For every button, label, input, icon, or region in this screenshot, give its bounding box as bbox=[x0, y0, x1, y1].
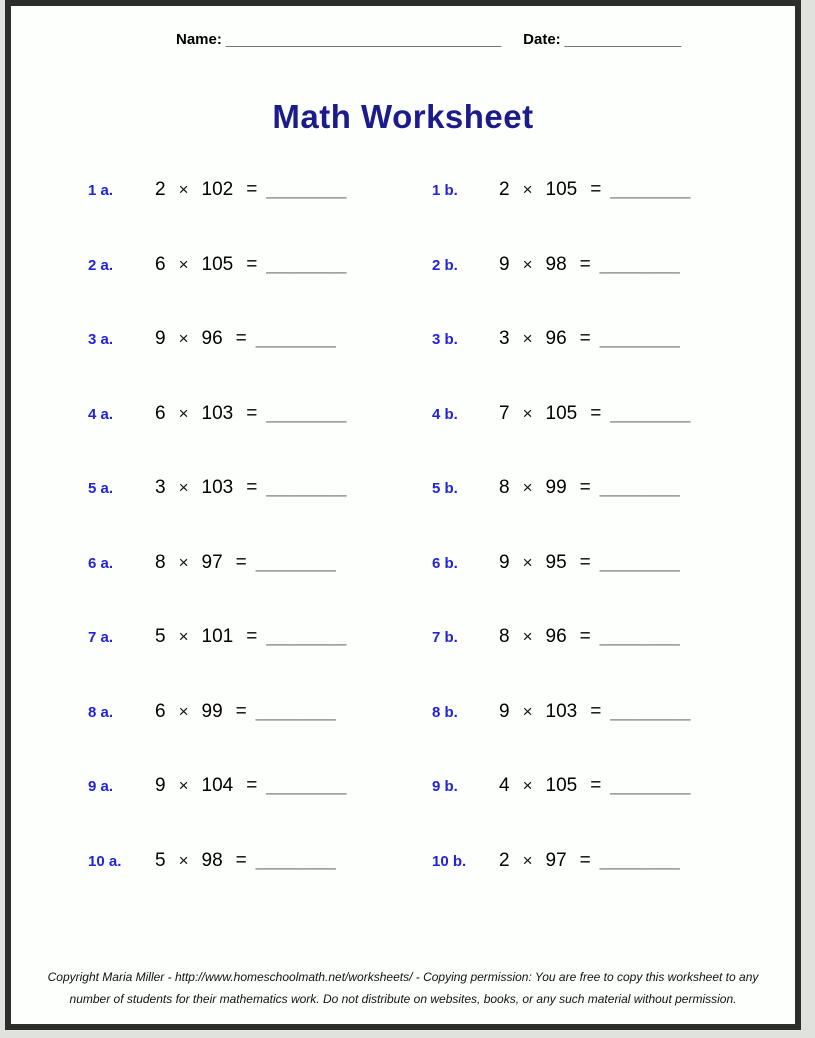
problem-number-label: 3 b. bbox=[432, 331, 458, 348]
problem-number-label: 7 a. bbox=[88, 629, 114, 646]
problem-number-label: 1 b. bbox=[432, 182, 458, 199]
equation bbox=[155, 254, 346, 276]
multiplicand: 9 bbox=[155, 328, 166, 349]
equals-sign: = bbox=[590, 700, 602, 722]
multiplicand: 4 bbox=[499, 775, 510, 796]
answer-blank: ________ bbox=[266, 626, 347, 646]
multiplier: 103 bbox=[201, 477, 234, 498]
problem-number-label: 6 a. bbox=[88, 554, 114, 572]
problem-row bbox=[11, 254, 795, 286]
multiplier: 97 bbox=[545, 849, 567, 871]
problem-a bbox=[88, 403, 346, 425]
multiplier: 105 bbox=[545, 179, 578, 200]
answer-blank: ________ bbox=[610, 402, 691, 423]
multiply-icon: × bbox=[522, 552, 533, 572]
multiplicand: 9 bbox=[155, 775, 166, 796]
multiplier: 104 bbox=[201, 775, 234, 796]
problem-number-label: 1 a. bbox=[88, 182, 114, 199]
multiply-icon: × bbox=[178, 627, 189, 646]
problem-number-label: 9 b. bbox=[432, 778, 458, 795]
problem-a bbox=[88, 179, 346, 201]
problem-row bbox=[11, 775, 795, 807]
multiplicand: 9 bbox=[499, 551, 510, 573]
multiply-icon: × bbox=[522, 701, 533, 721]
multiplier: 96 bbox=[545, 626, 567, 647]
problem-b bbox=[432, 328, 680, 350]
answer-blank: ________ bbox=[255, 328, 336, 348]
equals-sign: = bbox=[590, 402, 602, 424]
multiplicand: 5 bbox=[155, 849, 166, 871]
answer-blank: ________ bbox=[266, 179, 347, 199]
worksheet-page bbox=[5, 0, 801, 1030]
multiplier: 103 bbox=[545, 700, 578, 722]
problem-a bbox=[88, 850, 336, 872]
multiply-icon: × bbox=[522, 329, 533, 348]
equation bbox=[155, 403, 346, 425]
problem-b bbox=[432, 477, 680, 499]
multiplicand: 7 bbox=[499, 402, 510, 424]
multiplicand: 3 bbox=[499, 328, 510, 349]
multiply-icon: × bbox=[178, 850, 189, 870]
answer-blank: ________ bbox=[610, 775, 691, 795]
problem-number-label: 10 a. bbox=[88, 852, 122, 870]
equation bbox=[499, 775, 690, 797]
problem-a bbox=[88, 477, 346, 499]
problem-number-label: 5 a. bbox=[88, 480, 114, 497]
multiplicand: 9 bbox=[499, 700, 510, 722]
answer-blank: ________ bbox=[266, 477, 347, 497]
name-label: Name: bbox=[176, 31, 222, 48]
problem-number-label: 3 a. bbox=[88, 331, 114, 348]
multiply-icon: × bbox=[178, 478, 189, 497]
problem-a bbox=[88, 701, 336, 723]
equation bbox=[155, 477, 346, 499]
problem-number-label: 10 b. bbox=[432, 852, 467, 870]
equation bbox=[155, 701, 336, 723]
equals-sign: = bbox=[590, 775, 602, 796]
equation bbox=[499, 254, 680, 276]
name-blank-line: _________________________________ bbox=[225, 31, 502, 48]
multiply-icon: × bbox=[178, 180, 189, 199]
answer-blank: ________ bbox=[599, 477, 680, 497]
answer-blank: ________ bbox=[255, 849, 336, 870]
answer-blank: ________ bbox=[255, 551, 336, 572]
multiply-icon: × bbox=[522, 850, 533, 870]
multiplier: 101 bbox=[201, 626, 234, 647]
problem-b bbox=[432, 701, 690, 723]
answer-blank: ________ bbox=[266, 402, 347, 423]
problem-row bbox=[11, 552, 795, 584]
equals-sign: = bbox=[579, 551, 591, 573]
multiplier: 102 bbox=[201, 179, 234, 200]
equation bbox=[155, 850, 336, 872]
multiplicand: 2 bbox=[499, 849, 510, 871]
multiplier: 96 bbox=[545, 328, 567, 349]
multiply-icon: × bbox=[178, 701, 189, 721]
equals-sign: = bbox=[579, 328, 591, 349]
problem-a bbox=[88, 775, 346, 797]
equals-sign: = bbox=[579, 849, 591, 871]
multiplier: 105 bbox=[201, 253, 234, 275]
problem-b bbox=[432, 403, 690, 425]
answer-blank: ________ bbox=[599, 849, 680, 870]
multiply-icon: × bbox=[522, 180, 533, 199]
multiplicand: 3 bbox=[155, 477, 166, 498]
problem-b bbox=[432, 254, 680, 276]
equation bbox=[499, 626, 680, 648]
multiplicand: 6 bbox=[155, 402, 166, 424]
multiplicand: 8 bbox=[499, 477, 510, 498]
problem-row bbox=[11, 626, 795, 658]
answer-blank: ________ bbox=[266, 775, 347, 795]
multiplier: 96 bbox=[201, 328, 223, 349]
problem-b bbox=[432, 552, 680, 574]
problem-number-label: 8 a. bbox=[88, 703, 114, 721]
problem-number-label: 2 a. bbox=[88, 256, 114, 274]
problem-b bbox=[432, 775, 690, 797]
multiplier: 105 bbox=[545, 775, 578, 796]
answer-blank: ________ bbox=[599, 328, 680, 348]
problem-row bbox=[11, 477, 795, 509]
equals-sign: = bbox=[246, 626, 258, 647]
equation bbox=[499, 328, 680, 350]
equation bbox=[155, 328, 336, 350]
problem-number-label: 9 a. bbox=[88, 778, 114, 795]
answer-blank: ________ bbox=[599, 626, 680, 646]
equals-sign: = bbox=[235, 700, 247, 722]
problem-row bbox=[11, 403, 795, 435]
equals-sign: = bbox=[579, 477, 591, 498]
equals-sign: = bbox=[579, 253, 591, 275]
date-blank-line: ______________ bbox=[564, 31, 682, 48]
copyright-footer bbox=[11, 966, 795, 1010]
equation bbox=[155, 179, 346, 201]
multiplier: 98 bbox=[545, 253, 567, 275]
multiplier: 99 bbox=[545, 477, 567, 498]
problem-a bbox=[88, 552, 336, 574]
problem-row bbox=[11, 179, 795, 211]
problem-number-label: 6 b. bbox=[432, 554, 458, 572]
copyright-line-1: Copyright Maria Miller - http://www.homeschoolmath.net/worksheets/ - Copying permission: You are free to copy this worksheet to any bbox=[47, 970, 759, 984]
equation bbox=[499, 403, 690, 425]
multiplier: 99 bbox=[201, 700, 223, 722]
multiply-icon: × bbox=[522, 403, 533, 423]
multiplier: 98 bbox=[201, 849, 223, 871]
multiplicand: 6 bbox=[155, 253, 166, 275]
multiplier: 105 bbox=[545, 402, 578, 424]
multiplicand: 9 bbox=[499, 253, 510, 275]
multiply-icon: × bbox=[522, 478, 533, 497]
answer-blank: ________ bbox=[255, 700, 336, 721]
date-label: Date: bbox=[523, 31, 561, 48]
copyright-line-2: number of students for their mathematics work. Do not distribute on websites, books, or any such material without permission. bbox=[69, 992, 737, 1006]
equals-sign: = bbox=[246, 477, 258, 498]
multiply-icon: × bbox=[178, 254, 189, 274]
problem-number-label: 5 b. bbox=[432, 480, 458, 497]
multiplier: 103 bbox=[201, 402, 234, 424]
problem-number-label: 8 b. bbox=[432, 703, 458, 721]
problem-a bbox=[88, 626, 346, 648]
equation bbox=[499, 701, 690, 723]
equals-sign: = bbox=[246, 179, 258, 200]
multiplicand: 2 bbox=[499, 179, 510, 200]
equation bbox=[499, 552, 680, 574]
equals-sign: = bbox=[246, 253, 258, 275]
equals-sign: = bbox=[246, 402, 258, 424]
problem-a bbox=[88, 328, 336, 350]
problem-number-label: 4 b. bbox=[432, 405, 458, 423]
problem-row bbox=[11, 701, 795, 733]
multiply-icon: × bbox=[178, 403, 189, 423]
multiplicand: 8 bbox=[155, 551, 166, 573]
problem-number-label: 2 b. bbox=[432, 256, 458, 274]
answer-blank: ________ bbox=[599, 551, 680, 572]
answer-blank: ________ bbox=[610, 179, 691, 199]
answer-blank: ________ bbox=[266, 253, 347, 274]
multiply-icon: × bbox=[178, 329, 189, 348]
multiplier: 95 bbox=[545, 551, 567, 573]
problem-number-label: 7 b. bbox=[432, 629, 458, 646]
equals-sign: = bbox=[235, 328, 247, 349]
problem-a bbox=[88, 254, 346, 276]
equation bbox=[499, 477, 680, 499]
answer-blank: ________ bbox=[599, 253, 680, 274]
equals-sign: = bbox=[246, 775, 258, 796]
problem-b bbox=[432, 179, 690, 201]
multiplicand: 8 bbox=[499, 626, 510, 647]
equals-sign: = bbox=[235, 849, 247, 871]
equals-sign: = bbox=[590, 179, 602, 200]
equation bbox=[499, 850, 680, 872]
answer-blank: ________ bbox=[610, 700, 691, 721]
equation bbox=[155, 552, 336, 574]
equation bbox=[155, 775, 346, 797]
page-title: Math Worksheet bbox=[272, 98, 534, 135]
multiply-icon: × bbox=[522, 254, 533, 274]
multiply-icon: × bbox=[522, 776, 533, 795]
multiply-icon: × bbox=[178, 776, 189, 795]
multiply-icon: × bbox=[178, 552, 189, 572]
multiplicand: 5 bbox=[155, 626, 166, 647]
problem-b bbox=[432, 850, 680, 872]
problems-grid bbox=[11, 6, 795, 1024]
equation bbox=[499, 179, 690, 201]
equals-sign: = bbox=[579, 626, 591, 647]
equals-sign: = bbox=[235, 551, 247, 573]
equation bbox=[155, 626, 346, 648]
problem-b bbox=[432, 626, 680, 648]
problem-row bbox=[11, 328, 795, 360]
multiplier: 97 bbox=[201, 551, 223, 573]
multiplicand: 6 bbox=[155, 700, 166, 722]
multiplicand: 2 bbox=[155, 179, 166, 200]
problem-row bbox=[11, 850, 795, 882]
multiply-icon: × bbox=[522, 627, 533, 646]
problem-number-label: 4 a. bbox=[88, 405, 114, 423]
